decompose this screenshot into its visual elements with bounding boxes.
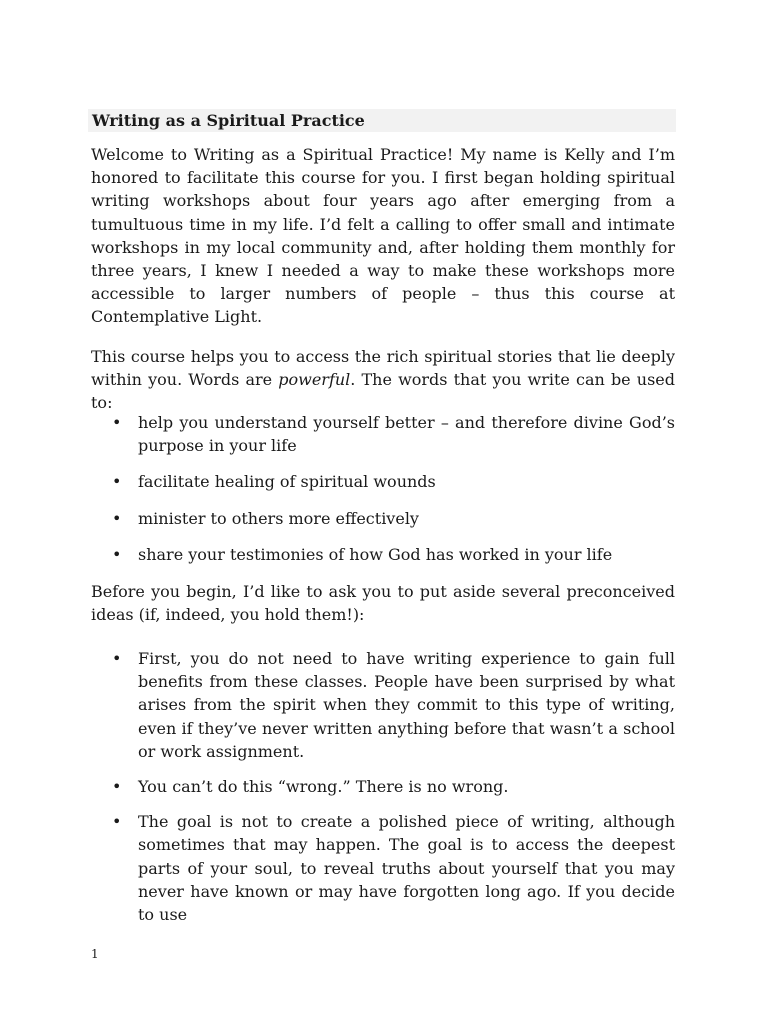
bullet-icon: •	[112, 544, 122, 564]
intro-paragraph: Welcome to Writing as a Spiritual Practice! My name is Kelly and I’m honored to facilitate this course for you. I first began holding spiritual writing workshops about four years ago after emerging from a tumultuous time in my life. I’d felt a calling to offer small and intimate workshops in my local community and, after holding them monthly for three years, I knew I needed a way to make these workshops more accessible to larger numbers of people – thus this course at Contemplative Light.	[91, 145, 675, 327]
list-item-text: help you understand yourself better – and therefore divine God’s purpose in your life	[138, 413, 675, 456]
list-item-text: facilitate healing of spiritual wounds	[138, 472, 436, 492]
bullet-icon: •	[112, 812, 122, 832]
list-item	[91, 507, 675, 530]
list-item-text: minister to others more effectively	[138, 508, 419, 528]
list-item-text: share your testimonies of how God has worked in your life	[138, 544, 613, 564]
list-item	[91, 647, 675, 763]
course-purpose-paragraph	[91, 345, 675, 415]
page-number: 1	[91, 947, 99, 961]
bullet-icon: •	[112, 508, 122, 528]
uses-list	[91, 411, 675, 579]
list-item-text: You can’t do this “wrong.” There is no wrong.	[138, 777, 509, 797]
paragraph-text: . The words that you write can be used to:	[91, 370, 675, 413]
emphasized-word: powerful	[278, 370, 351, 390]
bullet-icon: •	[112, 777, 122, 797]
list-item	[91, 411, 675, 457]
preconceptions-paragraph: Before you begin, I’d like to ask you to put aside several preconceived ideas (if, indeed, you hold them!):	[91, 582, 675, 625]
bullet-icon: •	[112, 649, 122, 668]
list-item-text: First, you do not need to have writing experience to gain full benefits from these classes. People have been surprised by what arises from the spirit when they commit to this type of writing, even if they’ve never written anything before that wasn’t a school or work assignment.	[138, 649, 675, 761]
list-item	[91, 810, 675, 926]
bullet-icon: •	[112, 413, 122, 432]
bullet-icon: •	[112, 472, 122, 492]
list-item	[91, 775, 675, 798]
list-item-text: The goal is not to create a polished piece of writing, although sometimes that may happen. The goal is to access the deepest parts of your soul, to reveal truths about yourself that you may never have known or may have forgotten long ago. If you decide to use	[138, 812, 675, 925]
document-heading: Writing as a Spiritual Practice	[92, 111, 365, 130]
paragraph-text: This course helps you to access the rich spiritual stories that lie deeply within you. Words are	[91, 347, 675, 390]
list-item	[91, 543, 675, 566]
preconceptions-list	[91, 647, 675, 938]
list-item	[91, 470, 675, 493]
